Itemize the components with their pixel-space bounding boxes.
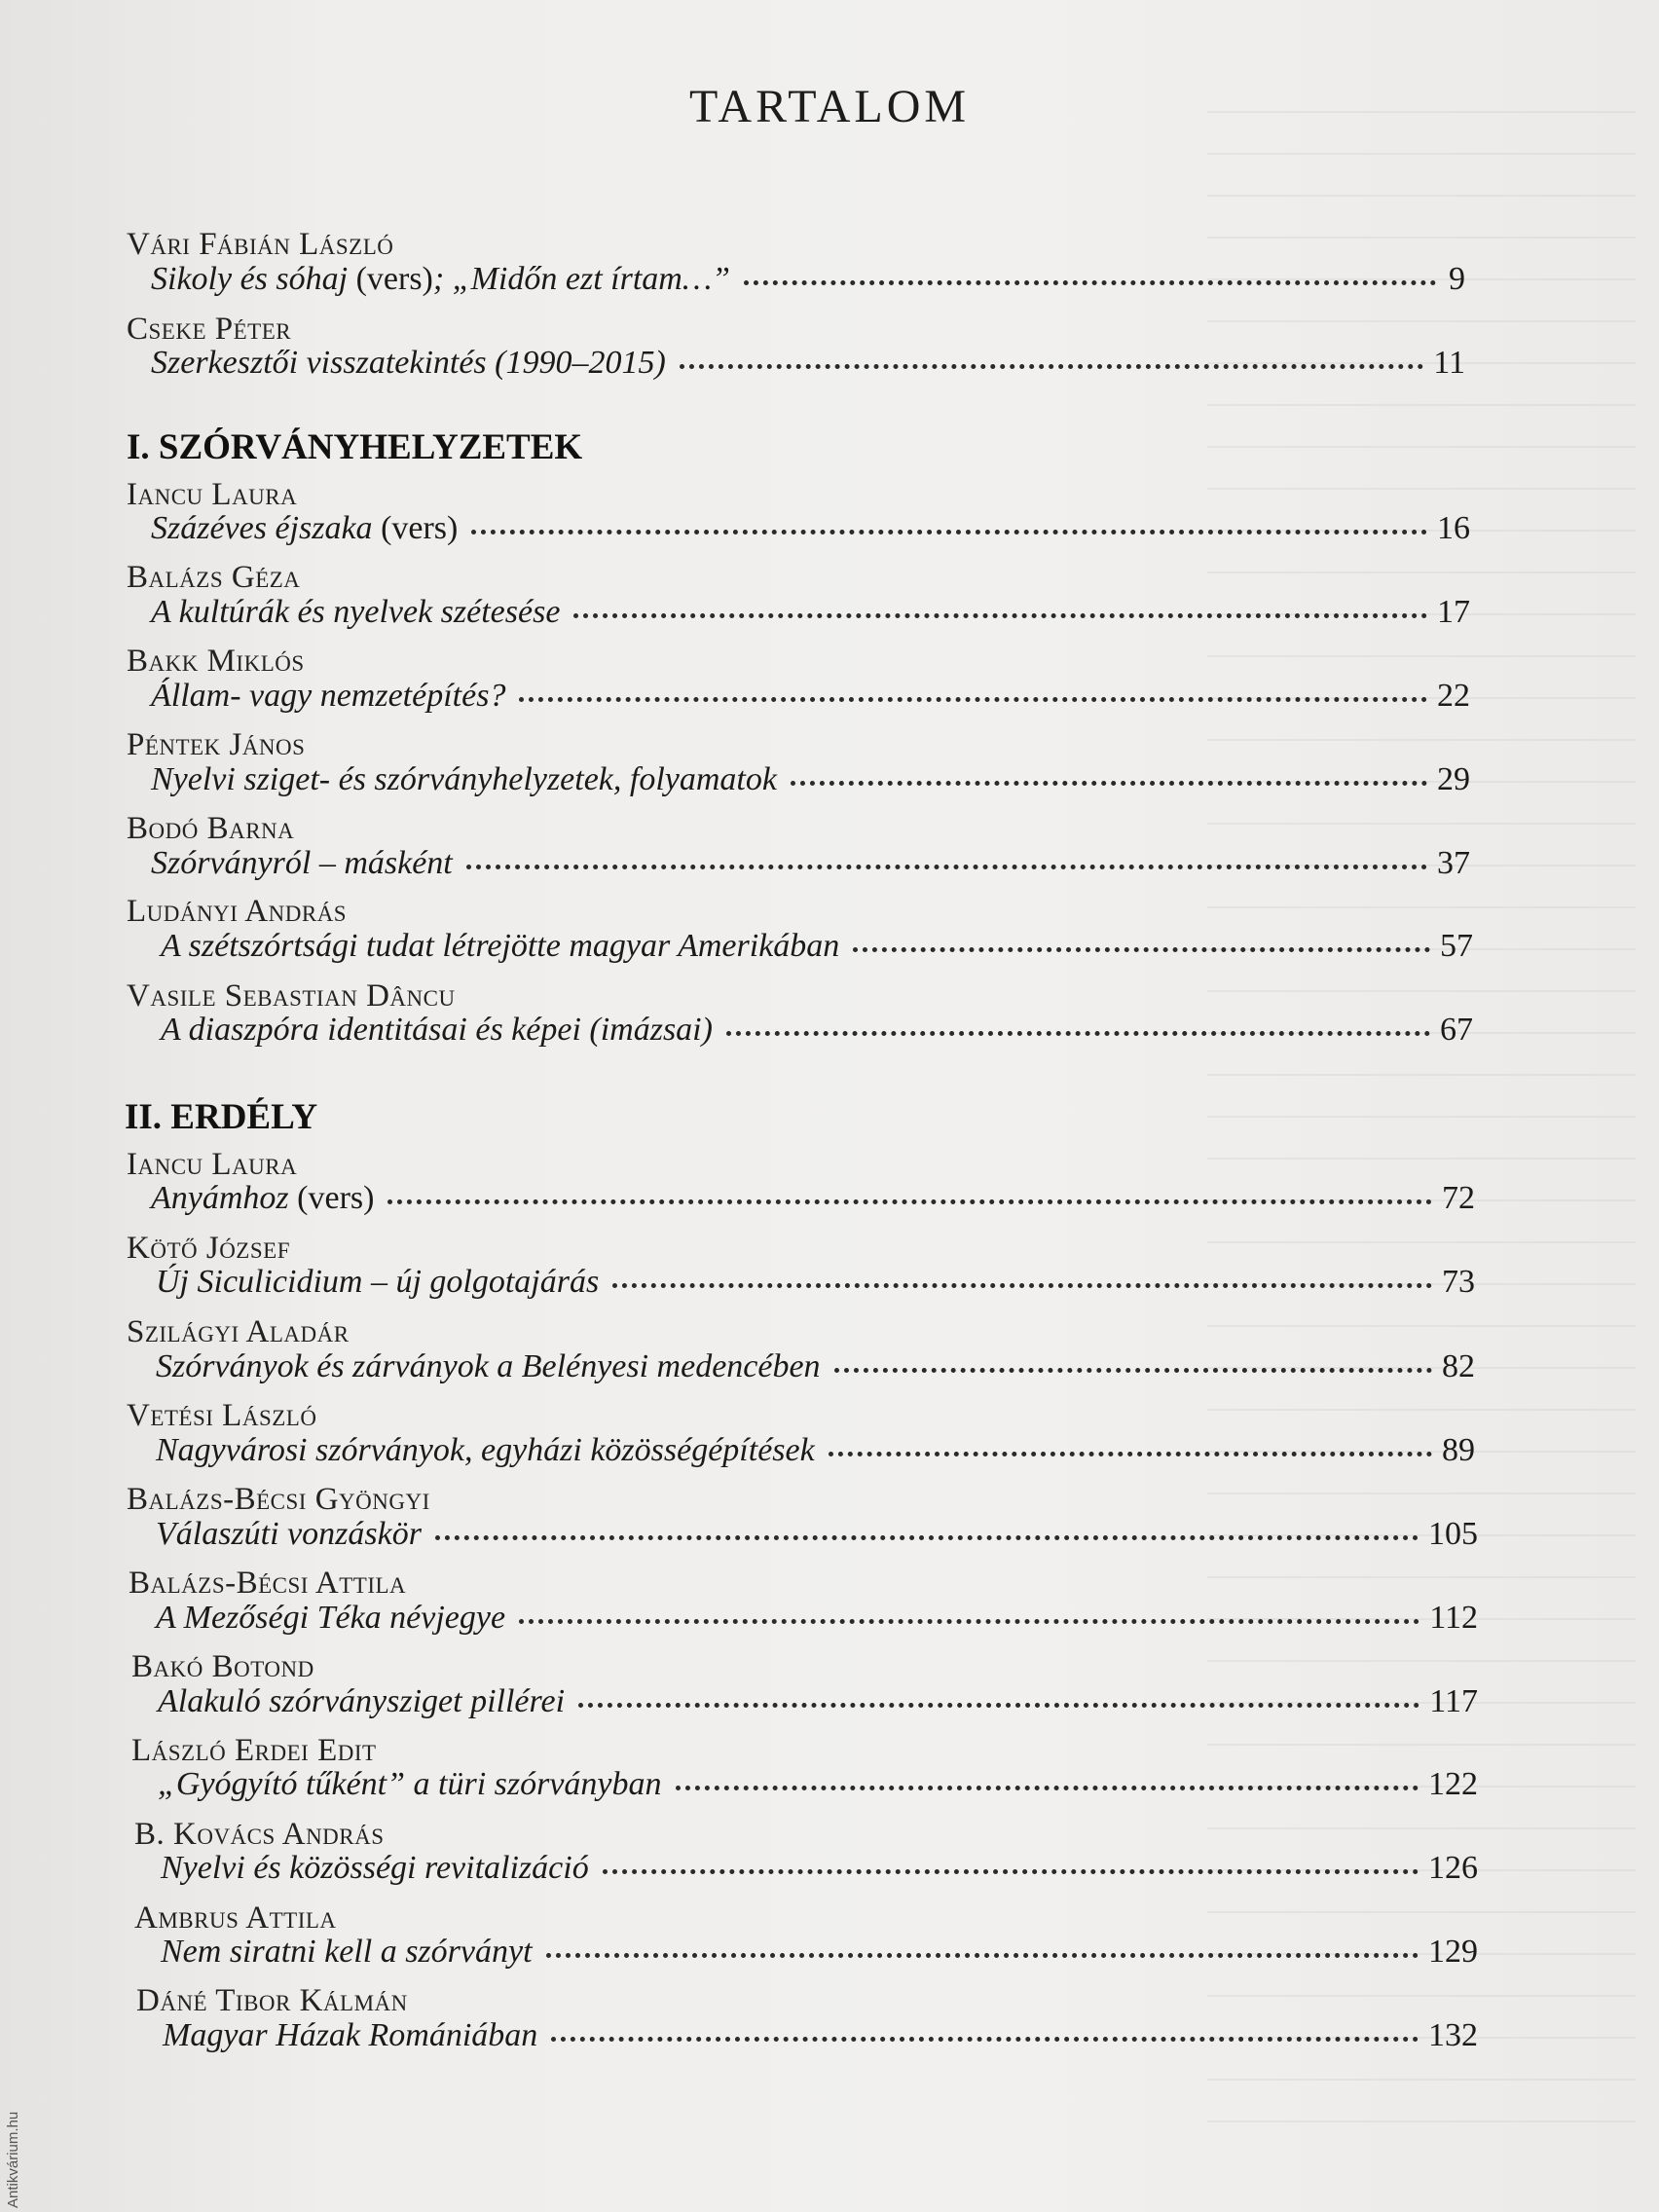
toc-entry	[156, 1432, 1475, 1469]
toc-page-number: 73	[1442, 1264, 1475, 1300]
toc-author: Péntek János	[127, 727, 306, 762]
toc-entry-title: Szórványról – másként	[151, 845, 453, 881]
toc-entry	[151, 678, 1470, 715]
toc-page-number: 16	[1437, 510, 1470, 546]
toc-entry-title: Válaszúti vonzáskör	[156, 1516, 422, 1552]
leader-dots	[519, 697, 1427, 702]
toc-entry	[151, 594, 1470, 631]
toc-author: Vasile Sebastian Dâncu	[127, 978, 456, 1014]
toc-page-number: 132	[1428, 2017, 1478, 2053]
toc-page-number: 67	[1440, 1012, 1473, 1048]
toc-page-number: 89	[1442, 1432, 1475, 1468]
toc-author: Balázs-Bécsi Gyöngyi	[127, 1482, 430, 1517]
leader-dots	[519, 1619, 1419, 1624]
toc-author: B. Kovács András	[134, 1817, 385, 1852]
toc-entry-title: „Gyógyító tűként” a türi szórványban	[158, 1766, 662, 1802]
leader-dots	[387, 1199, 1432, 1204]
toc-author: Balázs-Bécsi Attila	[129, 1566, 407, 1601]
leader-dots	[612, 1283, 1432, 1288]
leader-dots	[578, 1703, 1419, 1708]
toc-entry-title: Nagyvárosi szórványok, egyházi közösségépítések	[156, 1432, 815, 1468]
toc-author: Vári Fábián László	[127, 227, 394, 262]
toc-entry	[156, 1516, 1478, 1553]
toc-author: Balázs Géza	[127, 560, 301, 595]
toc-author: Kötő József	[127, 1231, 290, 1266]
toc-author: Cseke Péter	[127, 312, 292, 347]
toc-entry	[156, 1348, 1475, 1385]
toc-entry	[158, 1766, 1478, 1803]
toc-entry	[151, 845, 1470, 882]
toc-author: Iancu Laura	[127, 477, 298, 512]
leader-dots	[573, 613, 1427, 618]
toc-author: Bodó Barna	[127, 811, 295, 846]
toc-page-number: 17	[1437, 594, 1470, 630]
leader-dots	[435, 1535, 1419, 1540]
toc-page-number: 9	[1449, 261, 1465, 297]
toc-entry	[151, 761, 1470, 798]
toc-author: Vetési László	[127, 1398, 317, 1433]
leader-dots	[726, 1031, 1430, 1036]
toc-entry-title: Szerkesztői visszatekintés (1990–2015)	[151, 345, 666, 381]
toc-entry	[163, 2017, 1478, 2054]
toc-entry	[161, 1012, 1473, 1049]
toc-entry-title: Új Siculicidium – új golgotajárás	[156, 1264, 600, 1300]
toc-entry-title: Szórványok és zárványok a Belényesi medencében	[156, 1348, 821, 1384]
toc-author: László Erdei Edit	[131, 1733, 377, 1768]
toc-entry-title: Nyelvi és közösségi revitalizáció	[161, 1850, 589, 1886]
toc-entry-title: Magyar Házak Romániában	[163, 2017, 538, 2053]
toc-entry-title: A diaszpóra identitásai és képei (imázsai)	[161, 1012, 713, 1048]
toc-entry	[156, 1600, 1478, 1637]
leader-dots	[834, 1368, 1432, 1373]
toc-author: Szilágyi Aladár	[127, 1314, 350, 1349]
toc-page-number: 22	[1437, 678, 1470, 714]
toc-page-number: 126	[1428, 1850, 1478, 1886]
toc-author: Bakó Botond	[131, 1649, 314, 1684]
toc-entry-title: Alakuló szórványsziget pillérei	[158, 1683, 566, 1719]
leader-dots	[829, 1452, 1432, 1456]
toc-entry-title: Állam- vagy nemzetépítés?	[151, 678, 506, 714]
leader-dots	[853, 947, 1430, 952]
toc-page-number: 82	[1442, 1348, 1475, 1384]
toc-page-number: 11	[1433, 345, 1465, 381]
toc-entry	[158, 1683, 1478, 1720]
toc-entry-title: Anyámhoz (vers)	[151, 1180, 375, 1216]
toc-entry	[161, 1934, 1478, 1971]
toc-entry	[151, 1180, 1475, 1217]
leader-dots	[546, 1953, 1419, 1958]
toc-page-number: 117	[1429, 1683, 1478, 1719]
toc-author: Bakk Miklós	[127, 644, 305, 679]
toc-page-number: 37	[1437, 845, 1470, 881]
toc-entry-title: A szétszórtsági tudat létrejötte magyar Amerikában	[161, 928, 840, 964]
section-heading: I. SZÓRVÁNYHELYZETEK	[127, 427, 583, 467]
toc-entry	[151, 261, 1465, 298]
leader-dots	[676, 1786, 1419, 1790]
leader-dots	[466, 865, 1427, 869]
toc-entry	[151, 345, 1465, 382]
toc-page-number: 72	[1442, 1180, 1475, 1216]
toc-entry-title: Százéves éjszaka (vers)	[151, 510, 459, 546]
watermark: Antikvárium.hu	[5, 2111, 21, 2208]
leader-dots	[791, 781, 1427, 786]
toc-author: Ambrus Attila	[134, 1900, 337, 1936]
toc-entry	[161, 1850, 1478, 1887]
leader-dots	[603, 1869, 1419, 1874]
toc-author: Dáné Tibor Kálmán	[136, 1983, 408, 2018]
toc-entry-title: Sikoly és sóhaj (vers); „Midőn ezt írtam…”	[151, 261, 730, 297]
toc-entry	[156, 1264, 1475, 1301]
toc-entry-title: A kultúrák és nyelvek szétesése	[151, 594, 561, 630]
toc-page-number: 112	[1429, 1600, 1478, 1636]
leader-dots	[680, 364, 1423, 369]
leader-dots	[744, 280, 1436, 285]
toc-author: Iancu Laura	[127, 1147, 298, 1182]
toc-page-number: 29	[1437, 761, 1470, 797]
toc-entry-title: Nyelvi sziget- és szórványhelyzetek, folyamatok	[151, 761, 777, 797]
toc-entry-title: Nem siratni kell a szórványt	[161, 1934, 533, 1970]
toc-page-number: 57	[1440, 928, 1473, 964]
section-heading: II. ERDÉLY	[125, 1097, 318, 1137]
toc-page-number: 105	[1428, 1516, 1478, 1552]
toc-author: Ludányi András	[127, 894, 348, 929]
leader-dots	[551, 2037, 1419, 2042]
toc-entry-title: A Mezőségi Téka névjegye	[156, 1600, 506, 1636]
page-title: TARTALOM	[688, 81, 971, 132]
toc-page-number: 129	[1428, 1934, 1478, 1970]
toc-entry	[161, 928, 1473, 965]
toc-page-number: 122	[1428, 1766, 1478, 1802]
toc-entry	[151, 510, 1470, 547]
leader-dots	[471, 530, 1427, 535]
